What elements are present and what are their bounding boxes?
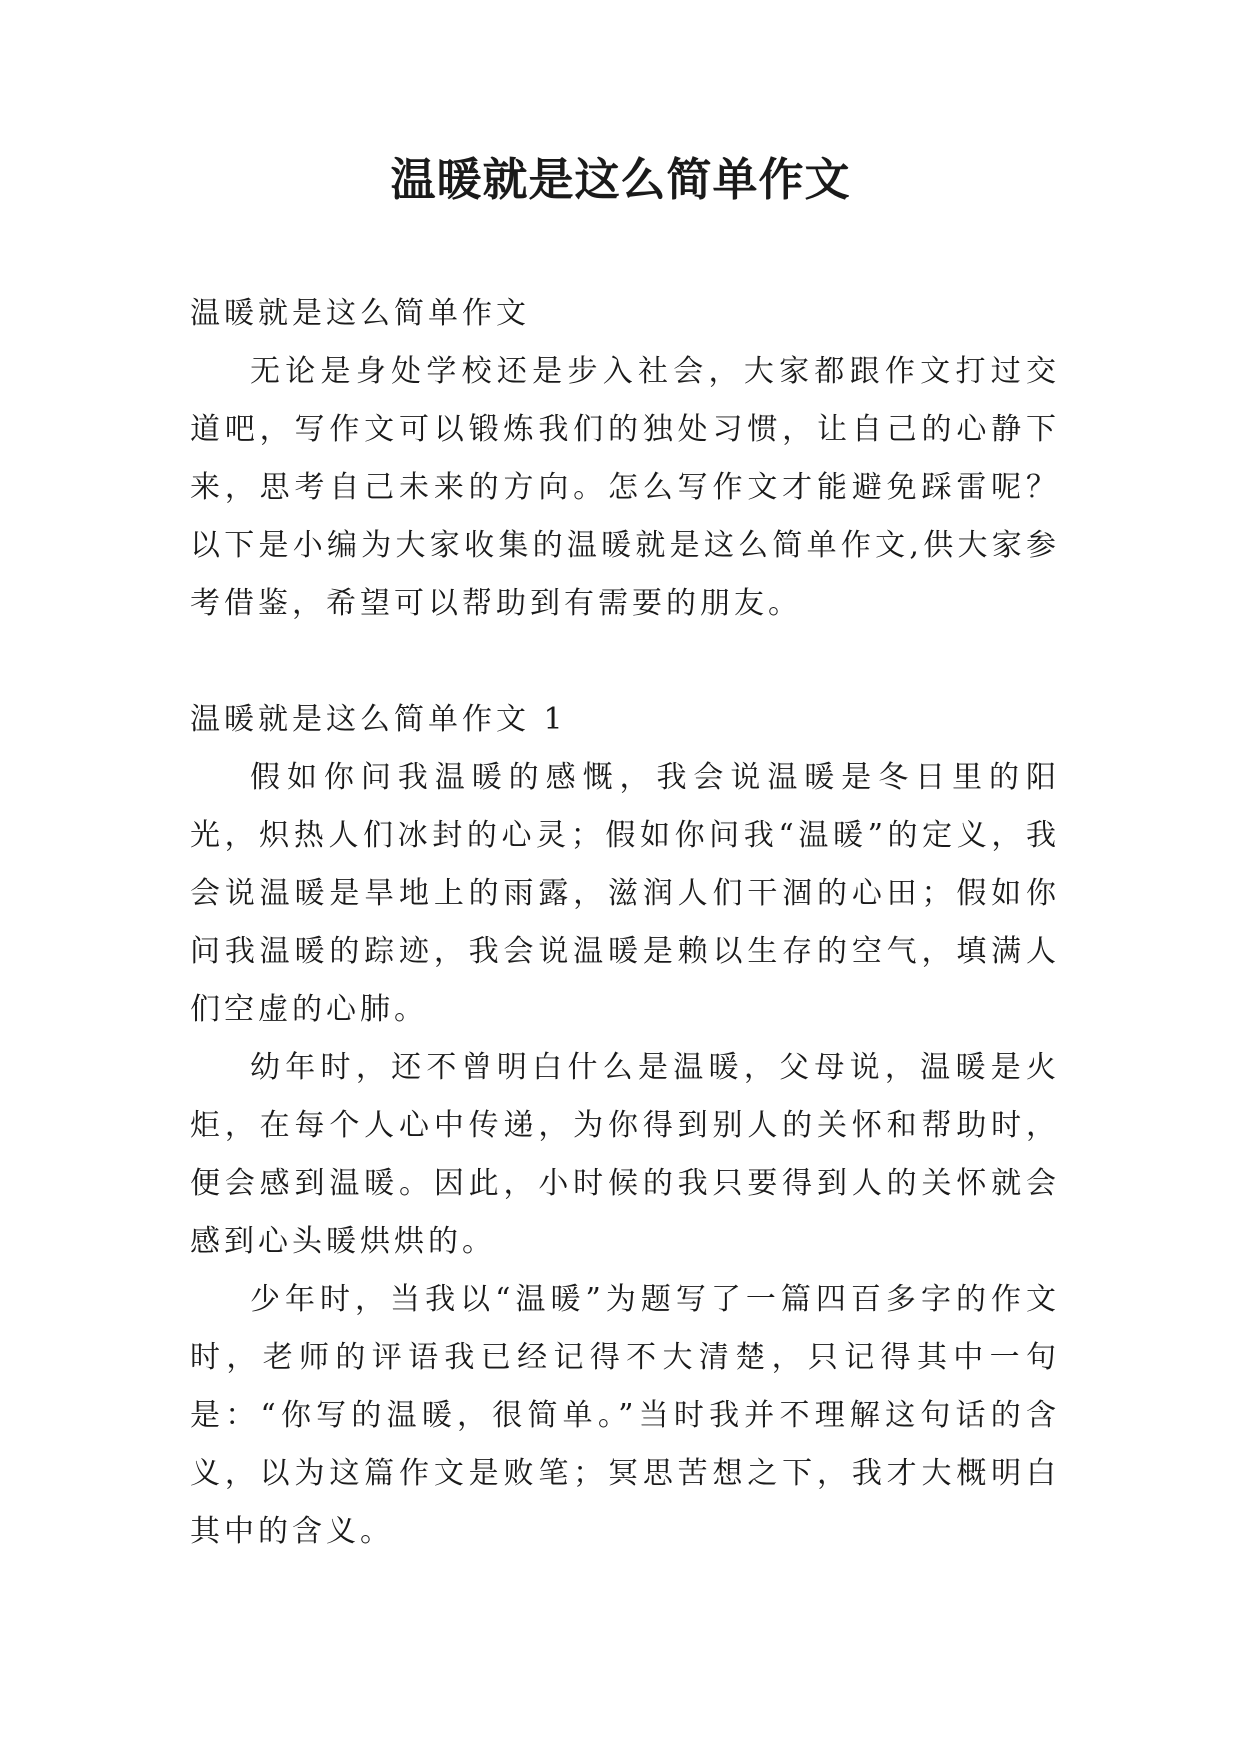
- section-spacer: [190, 633, 1060, 691]
- section-1-paragraph-2: 幼年时，还不曾明白什么是温暖，父母说，温暖是火炬，在每个人心中传递，为你得到别人的关怀和帮助时，便会感到温暖。因此，小时候的我只要得到人的关怀就会感到心头暖烘烘的。: [190, 1050, 1060, 1259]
- intro-paragraph: 无论是身处学校还是步入社会，大家都跟作文打过交道吧，写作文可以锻炼我们的独处习惯，让自己的心静下来，思考自己未来的方向。怎么写作文才能避免踩雷呢？以下是小编为大家收集的温暖就是这么简单作文,供大家参考借鉴，希望可以帮助到有需要的朋友。: [190, 354, 1060, 621]
- document-body: [190, 285, 1060, 1561]
- section-1-heading: 温暖就是这么简单作文 1: [190, 702, 567, 737]
- section-1-paragraph-3: 少年时，当我以“温暖”为题写了一篇四百多字的作文时，老师的评语我已经记得不大清楚，只记得其中一句是：“你写的温暖，很简单。”当时我并不理解这句话的含义，以为这篇作文是败笔；冥思苦想之下，我才大概明白其中的含义。: [190, 1282, 1060, 1549]
- document-title: 温暖就是这么简单作文: [390, 153, 851, 206]
- intro-heading: 温暖就是这么简单作文: [190, 296, 530, 331]
- section-1-paragraph-1: 假如你问我温暖的感慨，我会说温暖是冬日里的阳光，炽热人们冰封的心灵；假如你问我“温暖”的定义，我会说温暖是旱地上的雨露，滋润人们干涸的心田；假如你问我温暖的踪迹，我会说温暖是赖以生存的空气，填满人们空虚的心肺。: [190, 760, 1060, 1027]
